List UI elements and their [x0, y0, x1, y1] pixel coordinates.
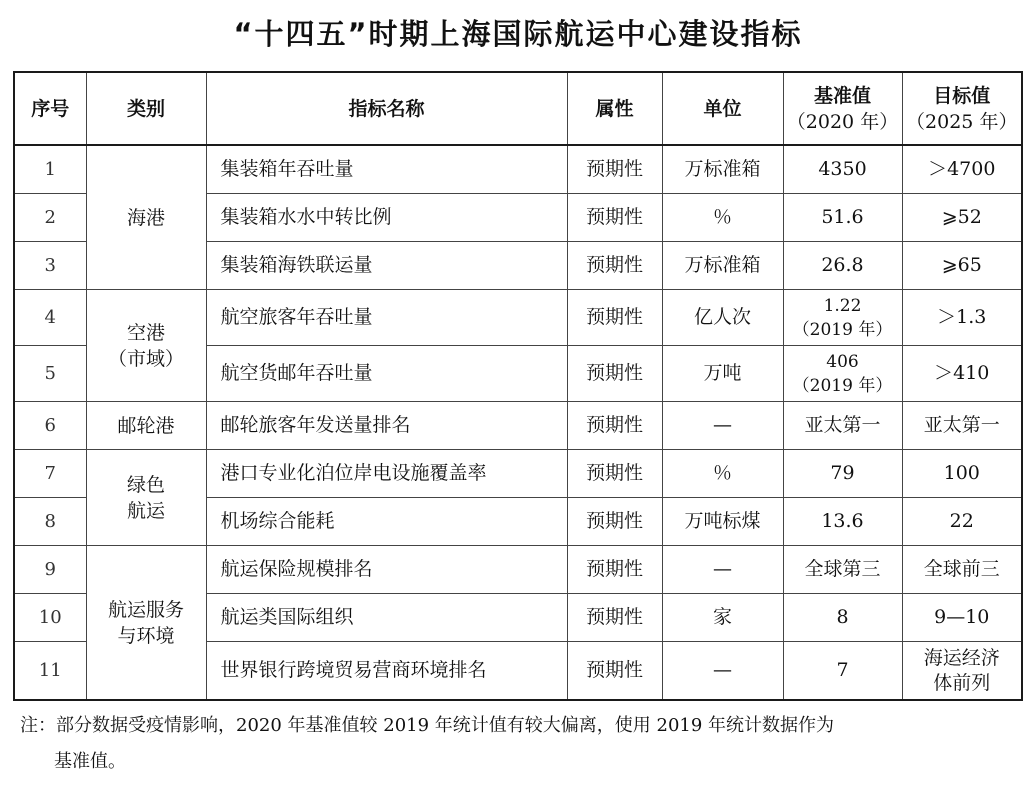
row-index: 11	[14, 642, 86, 701]
indicator-base-value: 406	[826, 351, 859, 372]
indicator-target-line2: 体前列	[933, 671, 991, 694]
header-category: 类别	[86, 72, 206, 145]
indicator-base: 26.8	[783, 242, 902, 290]
category-airport-line2: （市域）	[107, 347, 184, 370]
indicator-base	[783, 290, 902, 346]
footnote	[20, 708, 1025, 780]
indicator-base: 79	[783, 450, 902, 498]
indicator-attr: 预期性	[567, 290, 662, 346]
indicator-target: ＞410	[902, 346, 1022, 402]
table-header-row	[14, 72, 1022, 145]
indicator-unit: 万吨	[662, 346, 783, 402]
indicator-unit: 家	[662, 594, 783, 642]
indicator-name: 航空旅客年吞吐量	[206, 290, 567, 346]
indicator-base	[783, 346, 902, 402]
header-attr: 属性	[567, 72, 662, 145]
category-service-line2: 与环境	[117, 624, 175, 647]
table-row	[14, 290, 1022, 346]
indicator-name: 港口专业化泊位岸电设施覆盖率	[206, 450, 567, 498]
indicator-attr: 预期性	[567, 242, 662, 290]
category-cruise: 邮轮港	[86, 402, 206, 450]
indicator-target: ＞1.3	[902, 290, 1022, 346]
table-row	[14, 546, 1022, 594]
row-index: 7	[14, 450, 86, 498]
category-seaport: 海港	[86, 145, 206, 290]
header-unit: 单位	[662, 72, 783, 145]
indicator-base-note: （2019 年）	[792, 319, 893, 340]
category-airport	[86, 290, 206, 402]
indicator-unit: —	[662, 402, 783, 450]
table-row	[14, 450, 1022, 498]
indicator-name: 集装箱海铁联运量	[206, 242, 567, 290]
category-green-line2: 航运	[126, 499, 165, 522]
indicator-base-note: （2019 年）	[792, 375, 893, 396]
indicator-attr: 预期性	[567, 498, 662, 546]
indicator-unit: 万吨标煤	[662, 498, 783, 546]
indicator-unit: ％	[662, 450, 783, 498]
indicator-attr: 预期性	[567, 642, 662, 701]
header-target-line1: 目标值	[933, 84, 991, 107]
indicator-name: 世界银行跨境贸易营商环境排名	[206, 642, 567, 701]
row-index: 4	[14, 290, 86, 346]
row-index: 8	[14, 498, 86, 546]
category-green	[86, 450, 206, 546]
footnote-line1: 注：部分数据受疫情影响，2020 年基准值较 2019 年统计值有较大偏离，使用 2019 年统计数据作为	[20, 715, 835, 736]
indicator-unit: 万标准箱	[662, 242, 783, 290]
indicator-base: 51.6	[783, 194, 902, 242]
header-target-line2: （2025 年）	[906, 110, 1018, 133]
indicator-unit: 万标准箱	[662, 145, 783, 194]
header-base-line2: （2020 年）	[786, 110, 899, 133]
indicator-target: 100	[902, 450, 1022, 498]
header-base	[783, 72, 902, 145]
row-index: 1	[14, 145, 86, 194]
footnote-line2: 基准值。	[54, 751, 126, 772]
category-service-line1: 航运服务	[107, 598, 184, 621]
indicator-target: 9—10	[902, 594, 1022, 642]
indicator-target: 全球前三	[902, 546, 1022, 594]
indicator-base: 4350	[783, 145, 902, 194]
indicator-base: 7	[783, 642, 902, 701]
row-index: 6	[14, 402, 86, 450]
indicator-target: 亚太第一	[902, 402, 1022, 450]
indicator-target: ⩾65	[902, 242, 1022, 290]
indicator-target: 22	[902, 498, 1022, 546]
indicator-base: 全球第三	[783, 546, 902, 594]
indicator-base-value: 1.22	[823, 295, 862, 316]
row-index: 10	[14, 594, 86, 642]
indicator-attr: 预期性	[567, 194, 662, 242]
indicator-attr: 预期性	[567, 145, 662, 194]
header-index: 序号	[14, 72, 86, 145]
indicator-name: 航运类国际组织	[206, 594, 567, 642]
indicator-attr: 预期性	[567, 402, 662, 450]
indicator-unit: 亿人次	[662, 290, 783, 346]
indicator-name: 机场综合能耗	[206, 498, 567, 546]
indicator-name: 航空货邮年吞吐量	[206, 346, 567, 402]
row-index: 3	[14, 242, 86, 290]
category-service	[86, 546, 206, 701]
category-airport-line1: 空港	[126, 321, 165, 344]
indicator-attr: 预期性	[567, 346, 662, 402]
indicator-attr: 预期性	[567, 594, 662, 642]
indicator-base: 13.6	[783, 498, 902, 546]
indicator-target: ⩾52	[902, 194, 1022, 242]
indicator-attr: 预期性	[567, 450, 662, 498]
indicator-unit: —	[662, 642, 783, 701]
indicator-name: 集装箱水水中转比例	[206, 194, 567, 242]
page-title: “十四五”时期上海国际航运中心建设指标	[233, 17, 803, 51]
row-index: 2	[14, 194, 86, 242]
header-target	[902, 72, 1022, 145]
indicator-target: ＞4700	[902, 145, 1022, 194]
indicator-base: 亚太第一	[783, 402, 902, 450]
indicator-target-line1: 海运经济	[923, 646, 1000, 669]
indicator-unit: ％	[662, 194, 783, 242]
indicator-unit: —	[662, 546, 783, 594]
category-green-line1: 绿色	[126, 473, 165, 496]
indicator-table-container	[13, 71, 1021, 701]
indicator-name: 集装箱年吞吐量	[206, 145, 567, 194]
row-index: 9	[14, 546, 86, 594]
header-name: 指标名称	[206, 72, 567, 145]
table-row	[14, 145, 1022, 194]
row-index: 5	[14, 346, 86, 402]
indicator-attr: 预期性	[567, 546, 662, 594]
indicator-name: 航运保险规模排名	[206, 546, 567, 594]
indicator-name: 邮轮旅客年发送量排名	[206, 402, 567, 450]
indicator-base: 8	[783, 594, 902, 642]
header-base-line1: 基准值	[813, 84, 871, 107]
table-row	[14, 402, 1022, 450]
indicator-target	[902, 642, 1022, 701]
indicator-table	[13, 71, 1023, 701]
